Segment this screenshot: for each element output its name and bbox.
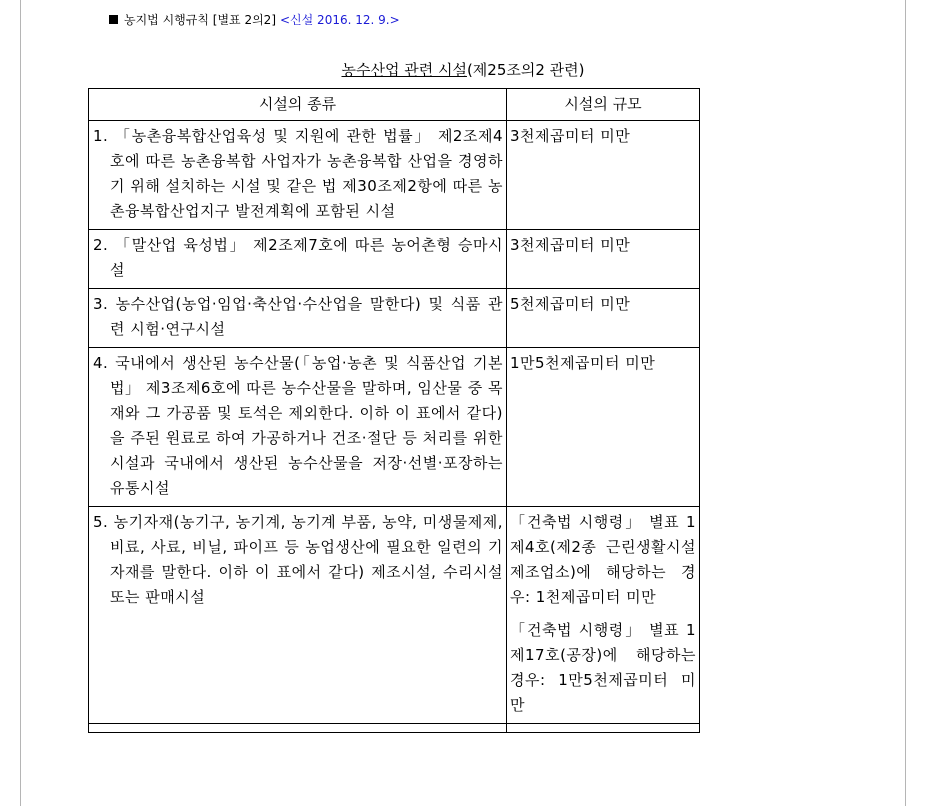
facility-type-text: 3. 농수산업(농업·임업·축산업·수산업을 말한다) 및 식품 관련 시험·연구시설 xyxy=(93,295,503,338)
facility-type-cell xyxy=(89,230,507,289)
facility-scale-text: 「건축법 시행령」 별표 1 제17호(공장)에 해당하는 경우: 1만5천제곱미터 미만 xyxy=(510,621,696,714)
facility-scale-cell xyxy=(507,348,700,507)
facility-type-cell xyxy=(89,507,507,724)
facility-scale-cell xyxy=(507,121,700,230)
law-reference: 농지법 시행규칙 [별표 2의2] xyxy=(124,13,276,27)
table-row-continued xyxy=(89,724,700,733)
facility-scale-text: 5천제곱미터 미만 xyxy=(510,295,631,313)
table-header-row xyxy=(89,89,700,121)
facility-type-text: 4. 국내에서 생산된 농수산물(「농업·농촌 및 식품산업 기본법」 제3조제6호에 따른 농수산물을 말하며, 임산물 중 목재와 그 가공품 및 토석은 제외한다. 이하 이 표에서 같다)을 주된 원료로 하여 가공하거나 건조·절단 등 처리를 위한 시설과 국내에서 생산된 농수산물을 저장·선별·포장하는 유통시설 xyxy=(93,354,503,497)
title-suffix: (제25조의2 관련) xyxy=(466,61,585,79)
table-row xyxy=(89,121,700,230)
table-row xyxy=(89,348,700,507)
black-square-icon xyxy=(109,15,118,24)
column-header-type: 시설의 종류 xyxy=(89,89,507,121)
document-header xyxy=(109,11,400,28)
facility-scale-text: 「건축법 시행령」 별표 1 제4호(제2종 근린생활시설 제조업소)에 해당하는 경우: 1천제곱미터 미만 xyxy=(510,513,696,606)
facility-type-text: 5. 농기자재(농기구, 농기계, 농기계 부품, 농약, 미생물제제, 비료, 사료, 비닐, 파이프 등 농업생산에 필요한 일련의 기자재를 말한다. 이하 이 표에서 같다) 제조시설, 수리시설 또는 판매시설 xyxy=(93,513,503,606)
title-main: 농수산업 관련 시설 xyxy=(341,61,467,79)
facility-scale-cell xyxy=(507,507,700,724)
column-header-scale: 시설의 규모 xyxy=(507,89,700,121)
facility-type-cell xyxy=(89,348,507,507)
facility-type-text: 1. 「농촌융복합산업육성 및 지원에 관한 법률」 제2조제4호에 따른 농촌융복합 사업자가 농촌융복합 산업을 경영하기 위해 설치하는 시설 및 같은 법 제30조제2항에 따른 농촌융복합산업지구 발전계획에 포함된 시설 xyxy=(93,127,503,220)
document-page xyxy=(20,0,906,806)
facility-scale-cell xyxy=(507,289,700,348)
amendment-note: <신설 2016. 12. 9.> xyxy=(280,13,400,27)
facility-scale-text: 1만5천제곱미터 미만 xyxy=(510,354,656,372)
table-row xyxy=(89,289,700,348)
facility-type-cell xyxy=(89,289,507,348)
facility-scale-text: 3천제곱미터 미만 xyxy=(510,236,631,254)
table-row xyxy=(89,230,700,289)
facility-scale-text: 3천제곱미터 미만 xyxy=(510,127,631,145)
continued-cell xyxy=(507,724,700,733)
facility-type-cell xyxy=(89,121,507,230)
facilities-table xyxy=(88,88,700,733)
table-row xyxy=(89,507,700,724)
document-title xyxy=(21,59,905,80)
facility-scale-cell xyxy=(507,230,700,289)
continued-cell xyxy=(89,724,507,733)
facility-type-text: 2. 「말산업 육성법」 제2조제7호에 따른 농어촌형 승마시설 xyxy=(93,236,503,279)
